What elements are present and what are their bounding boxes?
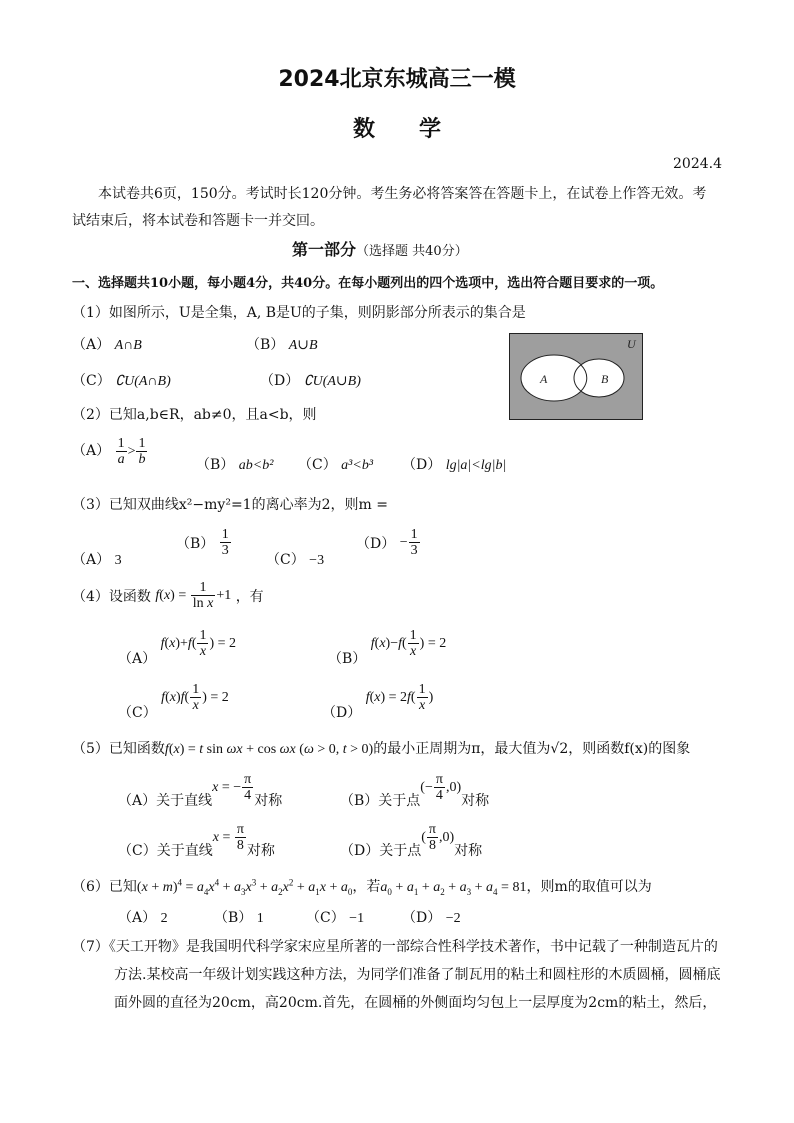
part1-heading-title: 第一部分 (292, 240, 357, 259)
q7-line-2: 方法.某校高一年级计划实践这种方法，为同学们准备了制瓦用的粘土和圆柱形的木质圆桶，圆桶底 (114, 967, 721, 983)
venn-set-b-circle (574, 359, 624, 397)
q5-c-formula: x = $\frac{\pi}{8}$ (212, 822, 244, 854)
q4-stem-pre: （4）设函数 (72, 588, 151, 605)
part1-heading-note: （选择题 共40分） (356, 244, 468, 259)
q5-b-suffix: 对称 (461, 793, 490, 809)
q1-b-text: A∪B (288, 338, 318, 353)
q4-d-label: （D） (322, 705, 362, 721)
q4-c-label: （C） (118, 705, 157, 721)
q6-stem-post: ，则m的取值可以为 (526, 879, 652, 895)
q3-b-label: （B） (176, 535, 215, 552)
q5-option-c (118, 822, 275, 860)
q4-d-formula: f(x) = 2f( $\frac{1}{x}$ ) (365, 682, 434, 714)
q5-option-d (340, 822, 482, 860)
q4-option-a (118, 628, 236, 668)
q1-b-label: （B） (246, 337, 285, 353)
q1-a-text: A∩B (114, 338, 142, 353)
q6-stem-pre: （6）已知 (72, 879, 137, 895)
q5-c-suffix: 对称 (246, 843, 275, 859)
q5-a-label: （A）关于直线 (118, 793, 213, 809)
q4-a-label: （A） (118, 651, 157, 667)
q3-option-c (266, 549, 324, 569)
q4-b-formula: f(x)−f( $\frac{1}{x}$ ) = 2 (370, 628, 447, 660)
q1-d-text: ∁U(A∪B) (303, 374, 361, 389)
q4-c-formula: f(x)f( $\frac{1}{x}$ ) = 2 (161, 682, 229, 714)
q4-stem (72, 580, 264, 612)
q5-option-b (340, 772, 489, 810)
q2-a-label: （A） (72, 443, 111, 460)
q6-d-text: −2 (445, 911, 461, 926)
q2-b-label: （B） (196, 457, 235, 473)
q6-stem (72, 876, 652, 897)
q2-d-label: （D） (402, 457, 442, 473)
q3-option-d: （D） − $\frac{1}{3}$ (356, 527, 418, 559)
q2-c-label: （C） (298, 457, 337, 473)
q5-b-label: （B）关于点 (340, 793, 421, 809)
q5-option-a (118, 772, 282, 810)
q5-function: f(x) = t sin ωx + cos ωx (ω > 0, t > 0) (164, 742, 374, 757)
q1-option-d (260, 370, 361, 390)
venn-label-a: A (540, 372, 548, 386)
q6-c-label: （C） (306, 910, 345, 926)
q5-d-suffix: 对称 (454, 843, 483, 859)
venn-label-b: B (601, 372, 609, 386)
q4-function: f(x) = $\frac{1}{\text{ln x}}$ +1 (155, 580, 232, 612)
q6-b-label: （B） (214, 910, 253, 926)
q4-option-d (322, 682, 433, 722)
q1-a-label: （A） (72, 337, 111, 353)
exam-date: 2024.4 (673, 156, 722, 172)
q3-b-fraction: $\frac{1}{3}$ (221, 527, 229, 559)
q1-option-a (72, 334, 142, 354)
venn-label-u: U (627, 337, 636, 351)
q3-option-a (72, 549, 122, 569)
q6-a-text: 2 (160, 911, 168, 926)
q5-stem (72, 738, 690, 758)
q6-d-label: （D） (402, 910, 442, 926)
q5-stem-pre: （5）已知函数 (72, 741, 165, 757)
q6-stem-mid: ，若 (352, 879, 381, 895)
q3-d-label: （D） (356, 535, 396, 552)
q3-option-b (176, 527, 232, 559)
q2-stem: （2）已知a,b∈R，ab≠0，且a<b，则 (72, 407, 317, 423)
q4-option-b (328, 628, 446, 668)
q6-c-text: −1 (349, 911, 365, 926)
q5-d-formula: ( $\frac{\pi}{8}$ ,0) (421, 822, 455, 854)
q2-c-text: a³<b³ (341, 458, 374, 473)
q1-c-label: （C） (72, 373, 111, 389)
q2-option-b (196, 454, 273, 474)
venn-diagram (509, 333, 643, 420)
q6-expansion: $(x + m)^4 = a_4x^4 + a_3x^3 + a_2x^2 + a_1x + a_0$ (136, 877, 353, 897)
q6-b-text: 1 (256, 911, 264, 926)
q5-a-formula: x = − $\frac{\pi}{4}$ (212, 772, 252, 804)
q1-d-label: （D） (260, 373, 300, 389)
q3-d-fraction: $\frac{1}{3}$ (410, 527, 418, 559)
q6-option-d (402, 907, 461, 927)
q6-condition: $a_0 + a_1 + a_2 + a_3 + a_4 = 81$ (380, 880, 527, 897)
q4-option-c (118, 682, 229, 722)
part1-heading (292, 237, 468, 260)
q1-stem: （1）如图所示，U是全集，A, B是U的子集，则阴影部分所表示的集合是 (72, 305, 526, 321)
intro-line-1: 本试卷共6页，150分。考试时长120分钟。考生务必将答案答在答题卡上，在试卷上作答无效。考 (98, 186, 707, 202)
subject-title: 数 学 (352, 117, 441, 142)
part1-instructions: 一、选择题共10小题，每小题4分，共40分。在每小题列出的四个选项中，选出符合题目要求的一项。 (72, 276, 664, 291)
q3-c-label: （C） (266, 552, 305, 568)
q5-b-formula: (− $\frac{\pi}{4}$ ,0) (420, 772, 462, 804)
q1-option-b (246, 334, 318, 354)
q7-line-1: （7）《天工开物》是我国明代科学家宋应星所著的一部综合性科学技术著作，书中记载了一种制造瓦片的 (72, 939, 718, 955)
q2-option-c (298, 454, 373, 474)
q2-option-a (72, 436, 148, 468)
q2-a-formula: $\frac{1}{a}$ > $\frac{1}{b}$ (117, 436, 146, 468)
q3-a-label: （A） (72, 552, 111, 568)
intro-line-2: 试结束后，将本试卷和答题卡一并交回。 (72, 213, 324, 229)
q6-a-label: （A） (118, 910, 157, 926)
q1-option-c (72, 370, 171, 390)
q2-d-text: lg|a|<lg|b| (445, 458, 507, 473)
q4-a-formula: f(x)+f( $\frac{1}{x}$ ) = 2 (160, 628, 237, 660)
q1-c-text: ∁U(A∩B) (115, 374, 171, 389)
q2-b-text: ab<b² (238, 458, 274, 473)
q6-option-b (214, 907, 264, 927)
q5-a-suffix: 对称 (254, 793, 283, 809)
q5-c-label: （C）关于直线 (118, 843, 213, 859)
q3-stem: （3）已知双曲线x²−my²=1的离心率为2，则m = (72, 497, 388, 513)
q2-option-d (402, 454, 506, 474)
q3-c-text: −3 (309, 553, 325, 568)
q6-option-c (306, 907, 364, 927)
q4-b-label: （B） (328, 651, 367, 667)
q6-option-a (118, 907, 168, 927)
q7-line-3: 面外圆的直径为20cm，高20cm.首先，在圆桶的外侧面均匀包上一层厚度为2cm的粘土，然后， (114, 995, 717, 1011)
q4-stem-post: ，有 (235, 588, 264, 605)
q3-a-text: 3 (114, 553, 122, 568)
q5-d-label: （D）关于点 (340, 843, 422, 859)
q5-stem-mid: 的最小正周期为π，最大值为√2，则函数f(x)的图象 (373, 741, 691, 757)
exam-title: 2024北京东城高三一模 (278, 67, 516, 92)
